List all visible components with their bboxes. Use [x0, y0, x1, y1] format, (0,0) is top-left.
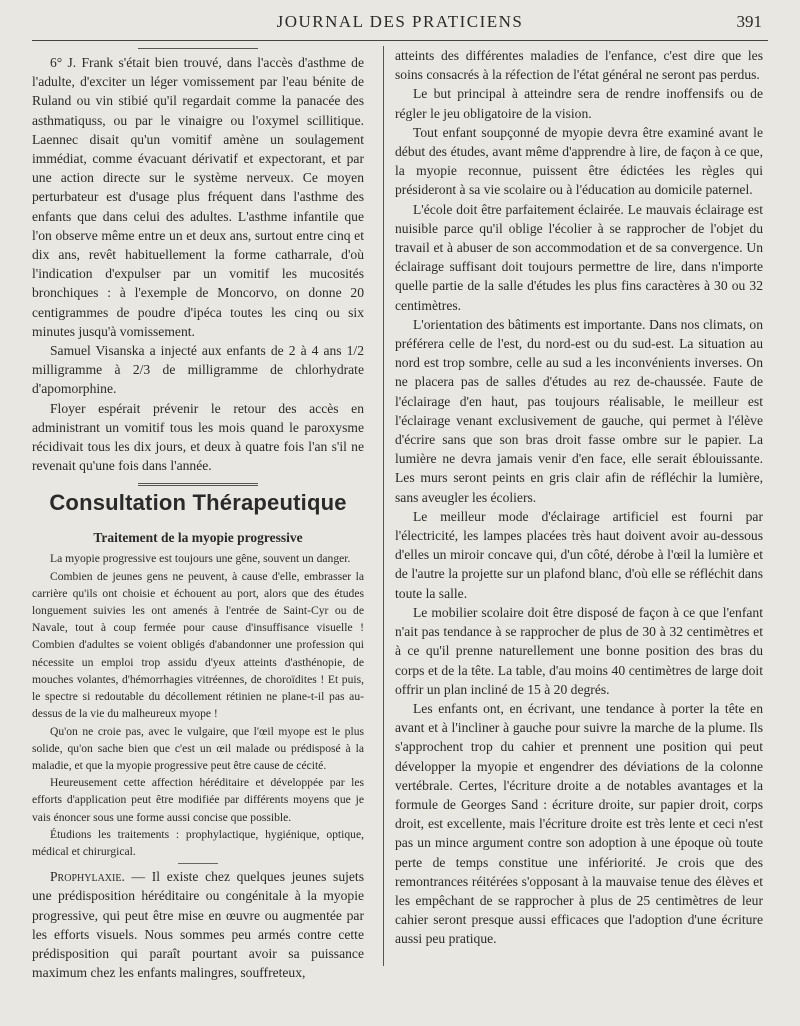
paragraph: Qu'on ne croie pas, avec le vulgaire, que l'œil myope est le plus solide, qu'on sache bien que c'est un œil malade ou prédisposé à la maladie, et que la myopie progressive peut être cause de cécité. [32, 724, 364, 772]
paragraph: L'école doit être parfaitement éclairée. Le mauvais éclairage est nuisible parce qu'il oblige l'écolier à se rapprocher de l'objet du travail et à abuser de son accommodation et de sa convergence. Un éclairage suffisant doit toujours permettre de lire, dans n'importe quelle partie de la salle d'études les plus fins caractères à 30 ou 32 centimètres. [395, 201, 763, 313]
column-separator [383, 46, 384, 966]
paragraph: Heureusement cette affection héréditaire et développée par les efforts d'application peut être modifiée par différents moyens que je vais énoncer sous une forme aussi concise que possible. [32, 776, 364, 824]
paragraph: La myopie progressive est toujours une gêne, souvent un danger. [50, 552, 351, 566]
prophylaxis-text: — Il existe chez quelques jeunes sujets une prédisposition héréditaire ou congénitale à la myopie progressive, qui peut être mise en œuvre ou augmentée par les efforts visuels. Nous sommes peu armés contre cette prédisposition qui paraît pourtant avoir sa puissance maximum chez les enfants malingres, souffreteux, [32, 869, 364, 981]
paragraph: 6° J. Frank s'était bien trouvé, dans l'accès d'asthme de l'adulte, d'exciter un léger vomissement par l'eau bénite de Ruland ou vin stibié qu'il regardait comme la panacée des asthmatiquss, ou par le vinaigre ou l'oxymel scillitique. Laennec disait qu'un vomitif amène un soulagement immédiat, comme évacuant dérivatif et expectorant, et par une action directe sur le système nerveux. Ce moyen perturbateur est d'usage plus fréquent dans l'asthme des enfants que dans celui des adultes. L'asthme infantile que l'on observe même entre un et deux ans, surtout entre cinq et dix ans, revêt habituellement la forme catharrale, d'où l'indication d'expulser par un vomitif les mucosités bronchiques : à l'exemple de Moncorvo, on donne 20 centigrammes de poudre d'ipéca toutes les cinq ou six minutes jusqu'à vomissement. [32, 55, 364, 339]
header-rule [32, 40, 768, 41]
page-number: 391 [736, 12, 762, 31]
two-column-body [32, 46, 768, 981]
article-body [32, 550, 364, 860]
prophylaxis-label: Prophylaxie. [50, 869, 125, 885]
section-divider [138, 483, 258, 486]
paragraph: Les enfants ont, en écrivant, une tendance à porter la tête en avant et à l'incliner à gauche pour suivre la marche de la plume. Ils s'approchent trop du cahier et prennent une position qui peut développer la myopie et engendrer des déviations de la colonne vertébrale. Certes, l'écriture droite a de notables avantages et la formule de Georges Sand : écriture droite, sur papier droit, corps droit, est excellente, mais l'écriture droite est très lente et ceci n'est pas un mince argument contre son adoption à une époque où toute perte de temps constitue une infériorité. Je crois que des remontrances réitérées s'opposant à la mauvaise tenue des élèves et les empêchant de se rapprocher à plus de 25 centimètres de leur cahier seront presque aussi efficaces que l'adoption d'une écriture aussi peu pratique. [395, 700, 763, 947]
left-column [32, 46, 372, 981]
paragraph: Étudions les traitements : prophylactique, hygiénique, optique, médical et chirurgical. [32, 827, 364, 858]
paragraph: atteints des différentes maladies de l'enfance, c'est dire que les soins consacrés à la réfection de l'état général ne seront pas perdus. [395, 48, 763, 83]
paragraph: Combien de jeunes gens ne peuvent, à cause d'elle, embrasser la carrière qu'ils ont choisie et échouent au port, alors que des études longuement suivies les ont amenés à l'entrée de Saint-Cyr ou de Navale, tout à coup fermée pour cause d'insuffisance visuelle ! Combien d'adultes se voient obligés d'abandonner une profession qui nécessite un emploi trop assidu d'yeux atteints d'asthénopie, de mouches volantes, d'hémorrhagies vitréennes, de choroïdites ! Et puis, le spectre si redoutable du décollement rétinien ne plane-t-il pas au-dessus de la vie du malheureux myope ! [32, 569, 364, 721]
paragraph: L'orientation des bâtiments est importante. Dans nos climats, on préférera celle de l'est, du nord-est ou du sud-est. La situation au nord est trop sombre, celle au sud a les inconvénients inverses. On ne placera pas de salles d'études au rez de-chaussée. Faute de l'éclairage d'en haut, pas toujours réalisable, le meilleur est l'éclairage venant exclusivement de gauche, qui permet à l'élève d'écrire sans que son bras droit fasse ombre sur le papier. La lumière ne devra jamais venir d'en face, elle serait éblouissante. Les murs seront peints en gris clair afin de réfléchir la lumière, sans aveugler les écoliers. [395, 316, 763, 505]
paragraph: Tout enfant soupçonné de myopie devra être examiné avant le début des études, avant même d'apprendre à lire, de façon à ce que, la myopie reconnue, puissent être édictées les règles qui présideront à sa vie scolaire ou à l'éducation au domicile paternel. [395, 124, 763, 198]
article-rule [178, 863, 218, 864]
paragraph: Le meilleur mode d'éclairage artificiel est fourni par l'électricité, les lampes placées très haut doivent avoir au-dessous d'elles un miroir concave qui, d'un côté, dérobe à l'œil la lumière et de l'autre la projette sur un plafond blanc, d'où elle se réfléchit dans toute la salle. [395, 508, 763, 601]
paragraph: Floyer espérait prévenir le retour des accès en administrant un vomitif tous les mois quand le paroxysme récidivait tous les dix jours, et deux à quatre fois l'an s'il ne revenait qu'une fois dans l'année. [32, 400, 364, 474]
journal-title: JOURNAL DES PRATICIENS [276, 12, 524, 31]
paragraph: Le but principal à atteindre sera de rendre inoffensifs ou de régler le jeu obligatoire de la vision. [395, 86, 763, 121]
article-title: Traitement de la myopie progressive [93, 530, 303, 546]
section-title: Consultation Thérapeutique [49, 490, 347, 516]
paragraph: Le mobilier scolaire doit être disposé de façon à ce que l'enfant n'ait pas tendance à se rapprocher de plus de 30 à 32 centimètres et à ce qu'il prenne naturellement une bonne position des bras du corps et de la tête. La table, d'au moins 40 centimètres de large doit offrir un plan incliné de 15 à 20 degrés. [395, 604, 763, 697]
paragraph: Samuel Visanska a injecté aux enfants de 2 à 4 ans 1/2 milligramme à 2/3 de milligramme de chlorhydrate d'apomorphine. [32, 343, 364, 397]
running-head [32, 12, 768, 36]
continuation-rule [138, 48, 258, 49]
prophylaxis-paragraph [32, 867, 364, 982]
right-column [395, 46, 763, 966]
